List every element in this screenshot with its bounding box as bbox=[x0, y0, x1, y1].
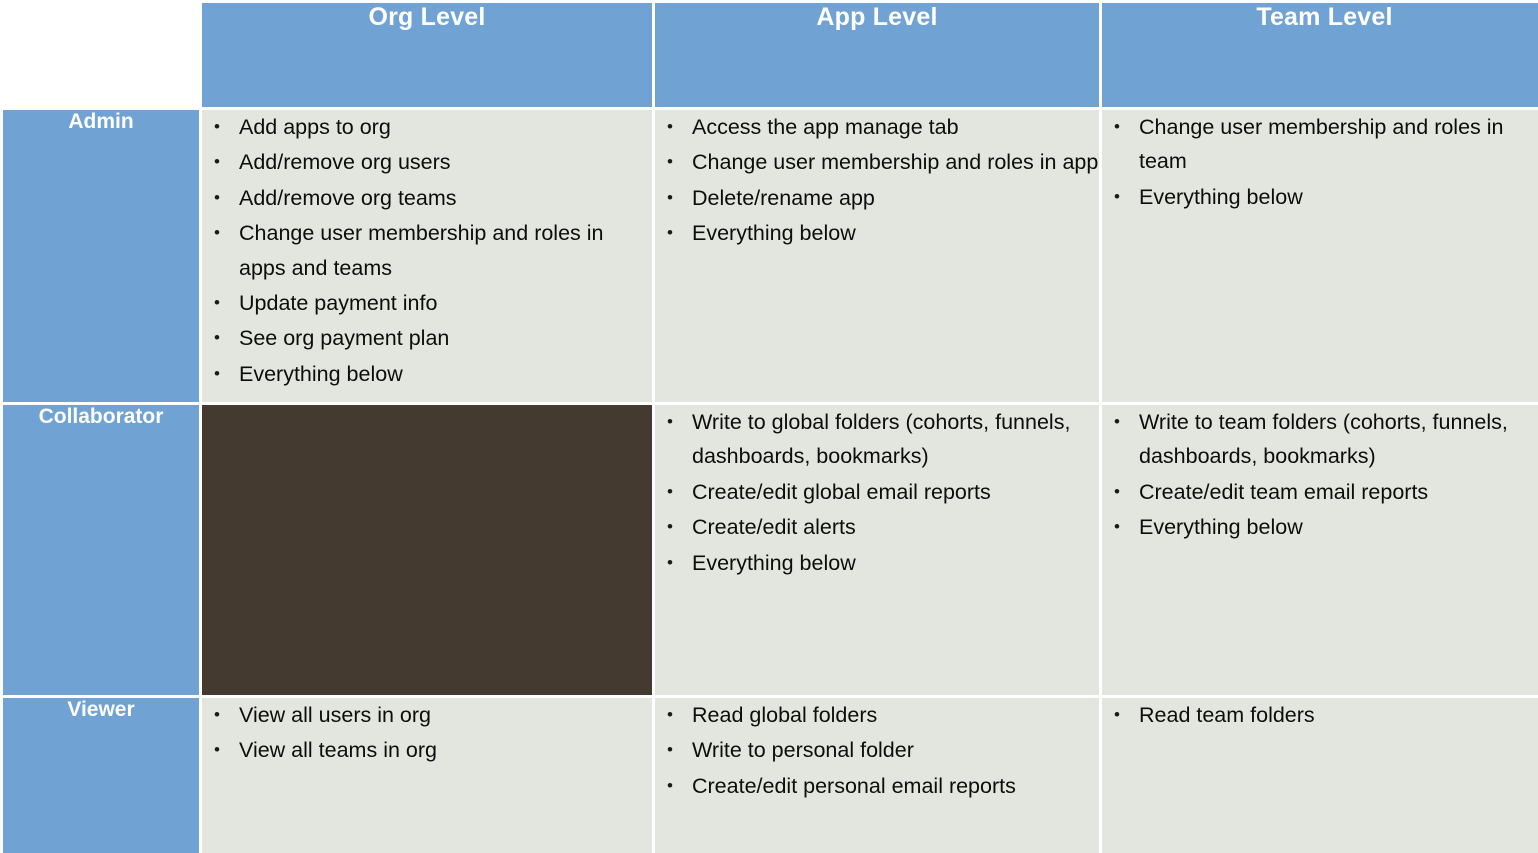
list-item-label: Read team folders bbox=[1139, 703, 1315, 727]
list-item bbox=[202, 698, 652, 732]
cell-viewer-app bbox=[655, 698, 1099, 853]
list-item-label: Add/remove org users bbox=[239, 150, 451, 175]
cell-collaborator-team bbox=[1102, 405, 1538, 695]
permission-list bbox=[1102, 110, 1538, 214]
list-item-label: Update payment info bbox=[239, 290, 438, 315]
list-item-label: Everything below bbox=[239, 361, 403, 386]
list-item bbox=[655, 405, 1099, 474]
bullet-icon: • bbox=[214, 328, 220, 348]
cell-collaborator-org-blocked bbox=[202, 405, 652, 695]
cell-collaborator-app bbox=[655, 405, 1099, 695]
bullet-icon: • bbox=[1114, 186, 1120, 206]
bullet-icon: • bbox=[667, 552, 673, 572]
list-item-label: Add apps to org bbox=[239, 115, 391, 139]
bullet-icon: • bbox=[214, 292, 220, 312]
permission-list bbox=[202, 110, 652, 391]
bullet-icon: • bbox=[667, 152, 673, 172]
list-item bbox=[655, 698, 1099, 732]
list-item bbox=[202, 145, 652, 179]
permission-list bbox=[655, 405, 1099, 580]
row-header-collaborator: Collaborator bbox=[3, 405, 199, 695]
list-item-label: Create/edit personal email reports bbox=[692, 773, 1016, 798]
permission-list bbox=[1102, 698, 1538, 732]
list-item-label: Everything below bbox=[692, 550, 856, 575]
list-item bbox=[655, 546, 1099, 580]
list-item bbox=[655, 769, 1099, 803]
column-header-org-level: Org Level bbox=[202, 3, 652, 107]
bullet-icon: • bbox=[667, 775, 673, 795]
permission-list bbox=[655, 698, 1099, 803]
list-item bbox=[202, 216, 652, 285]
bullet-icon: • bbox=[1114, 412, 1120, 431]
list-item-label: Everything below bbox=[1139, 184, 1303, 209]
list-item bbox=[202, 286, 652, 320]
bullet-icon: • bbox=[214, 363, 220, 383]
bullet-icon: • bbox=[214, 705, 220, 724]
list-item bbox=[202, 110, 652, 144]
list-item-label: Access the app manage tab bbox=[692, 115, 959, 139]
bullet-icon: • bbox=[214, 223, 220, 243]
list-item bbox=[655, 475, 1099, 509]
list-item-label: Write to team folders (cohorts, funnels, dashboards, bookmarks) bbox=[1139, 410, 1508, 469]
list-item-label: Create/edit alerts bbox=[692, 515, 856, 540]
bullet-icon: • bbox=[667, 412, 673, 431]
list-item-label: View all users in org bbox=[239, 703, 431, 727]
bullet-icon: • bbox=[667, 705, 673, 724]
column-header-team-level: Team Level bbox=[1102, 3, 1538, 107]
bullet-icon: • bbox=[667, 517, 673, 537]
list-item bbox=[1102, 110, 1538, 179]
list-item bbox=[1102, 698, 1538, 732]
permission-list bbox=[1102, 405, 1538, 545]
bullet-icon: • bbox=[214, 152, 220, 172]
list-item-label: Everything below bbox=[1139, 515, 1303, 540]
list-item-label: Add/remove org teams bbox=[239, 185, 457, 210]
list-item bbox=[202, 357, 652, 391]
list-item-label: Read global folders bbox=[692, 703, 878, 727]
list-item bbox=[655, 181, 1099, 215]
row-header-viewer: Viewer bbox=[3, 698, 199, 853]
permission-list bbox=[202, 698, 652, 768]
bullet-icon: • bbox=[214, 187, 220, 207]
table-header-row bbox=[3, 3, 1538, 107]
cell-viewer-org bbox=[202, 698, 652, 853]
list-item bbox=[655, 216, 1099, 250]
bullet-icon: • bbox=[667, 740, 673, 760]
list-item bbox=[202, 181, 652, 215]
list-item-label: Change user membership and roles in team bbox=[1139, 115, 1504, 174]
list-item-label: See org payment plan bbox=[239, 326, 450, 351]
row-header-admin: Admin bbox=[3, 110, 199, 402]
list-item-label: Write to global folders (cohorts, funnels, dashboards, bookmarks) bbox=[692, 410, 1071, 469]
table-row bbox=[3, 110, 1538, 402]
permission-list bbox=[655, 110, 1099, 251]
list-item bbox=[202, 321, 652, 355]
bullet-icon: • bbox=[667, 481, 673, 501]
list-item-label: Write to personal folder bbox=[692, 738, 914, 763]
list-item bbox=[1102, 510, 1538, 544]
cell-admin-team bbox=[1102, 110, 1538, 402]
list-item bbox=[1102, 180, 1538, 214]
list-item bbox=[655, 145, 1099, 179]
list-item-label: Delete/rename app bbox=[692, 185, 875, 210]
bullet-icon: • bbox=[214, 740, 220, 760]
bullet-icon: • bbox=[1114, 517, 1120, 537]
list-item bbox=[1102, 475, 1538, 509]
list-item bbox=[1102, 405, 1538, 474]
bullet-icon: • bbox=[1114, 117, 1120, 136]
list-item bbox=[655, 510, 1099, 544]
list-item-label: Create/edit global email reports bbox=[692, 479, 991, 504]
bullet-icon: • bbox=[667, 117, 673, 136]
table-row bbox=[3, 698, 1538, 853]
cell-viewer-team bbox=[1102, 698, 1538, 853]
cell-admin-org bbox=[202, 110, 652, 402]
list-item-label: Create/edit team email reports bbox=[1139, 479, 1429, 504]
bullet-icon: • bbox=[667, 223, 673, 243]
list-item bbox=[202, 733, 652, 767]
bullet-icon: • bbox=[667, 187, 673, 207]
list-item bbox=[655, 110, 1099, 144]
bullet-icon: • bbox=[1114, 481, 1120, 501]
column-header-app-level: App Level bbox=[655, 3, 1099, 107]
cell-admin-app bbox=[655, 110, 1099, 402]
list-item-label: View all teams in org bbox=[239, 738, 437, 763]
list-item bbox=[655, 733, 1099, 767]
bullet-icon: • bbox=[1114, 705, 1120, 724]
list-item-label: Everything below bbox=[692, 221, 856, 246]
list-item-label: Change user membership and roles in apps and teams bbox=[239, 221, 604, 280]
corner-cell bbox=[3, 3, 199, 107]
bullet-icon: • bbox=[214, 117, 220, 136]
table-row bbox=[3, 405, 1538, 695]
list-item-label: Change user membership and roles in app bbox=[692, 150, 1099, 175]
